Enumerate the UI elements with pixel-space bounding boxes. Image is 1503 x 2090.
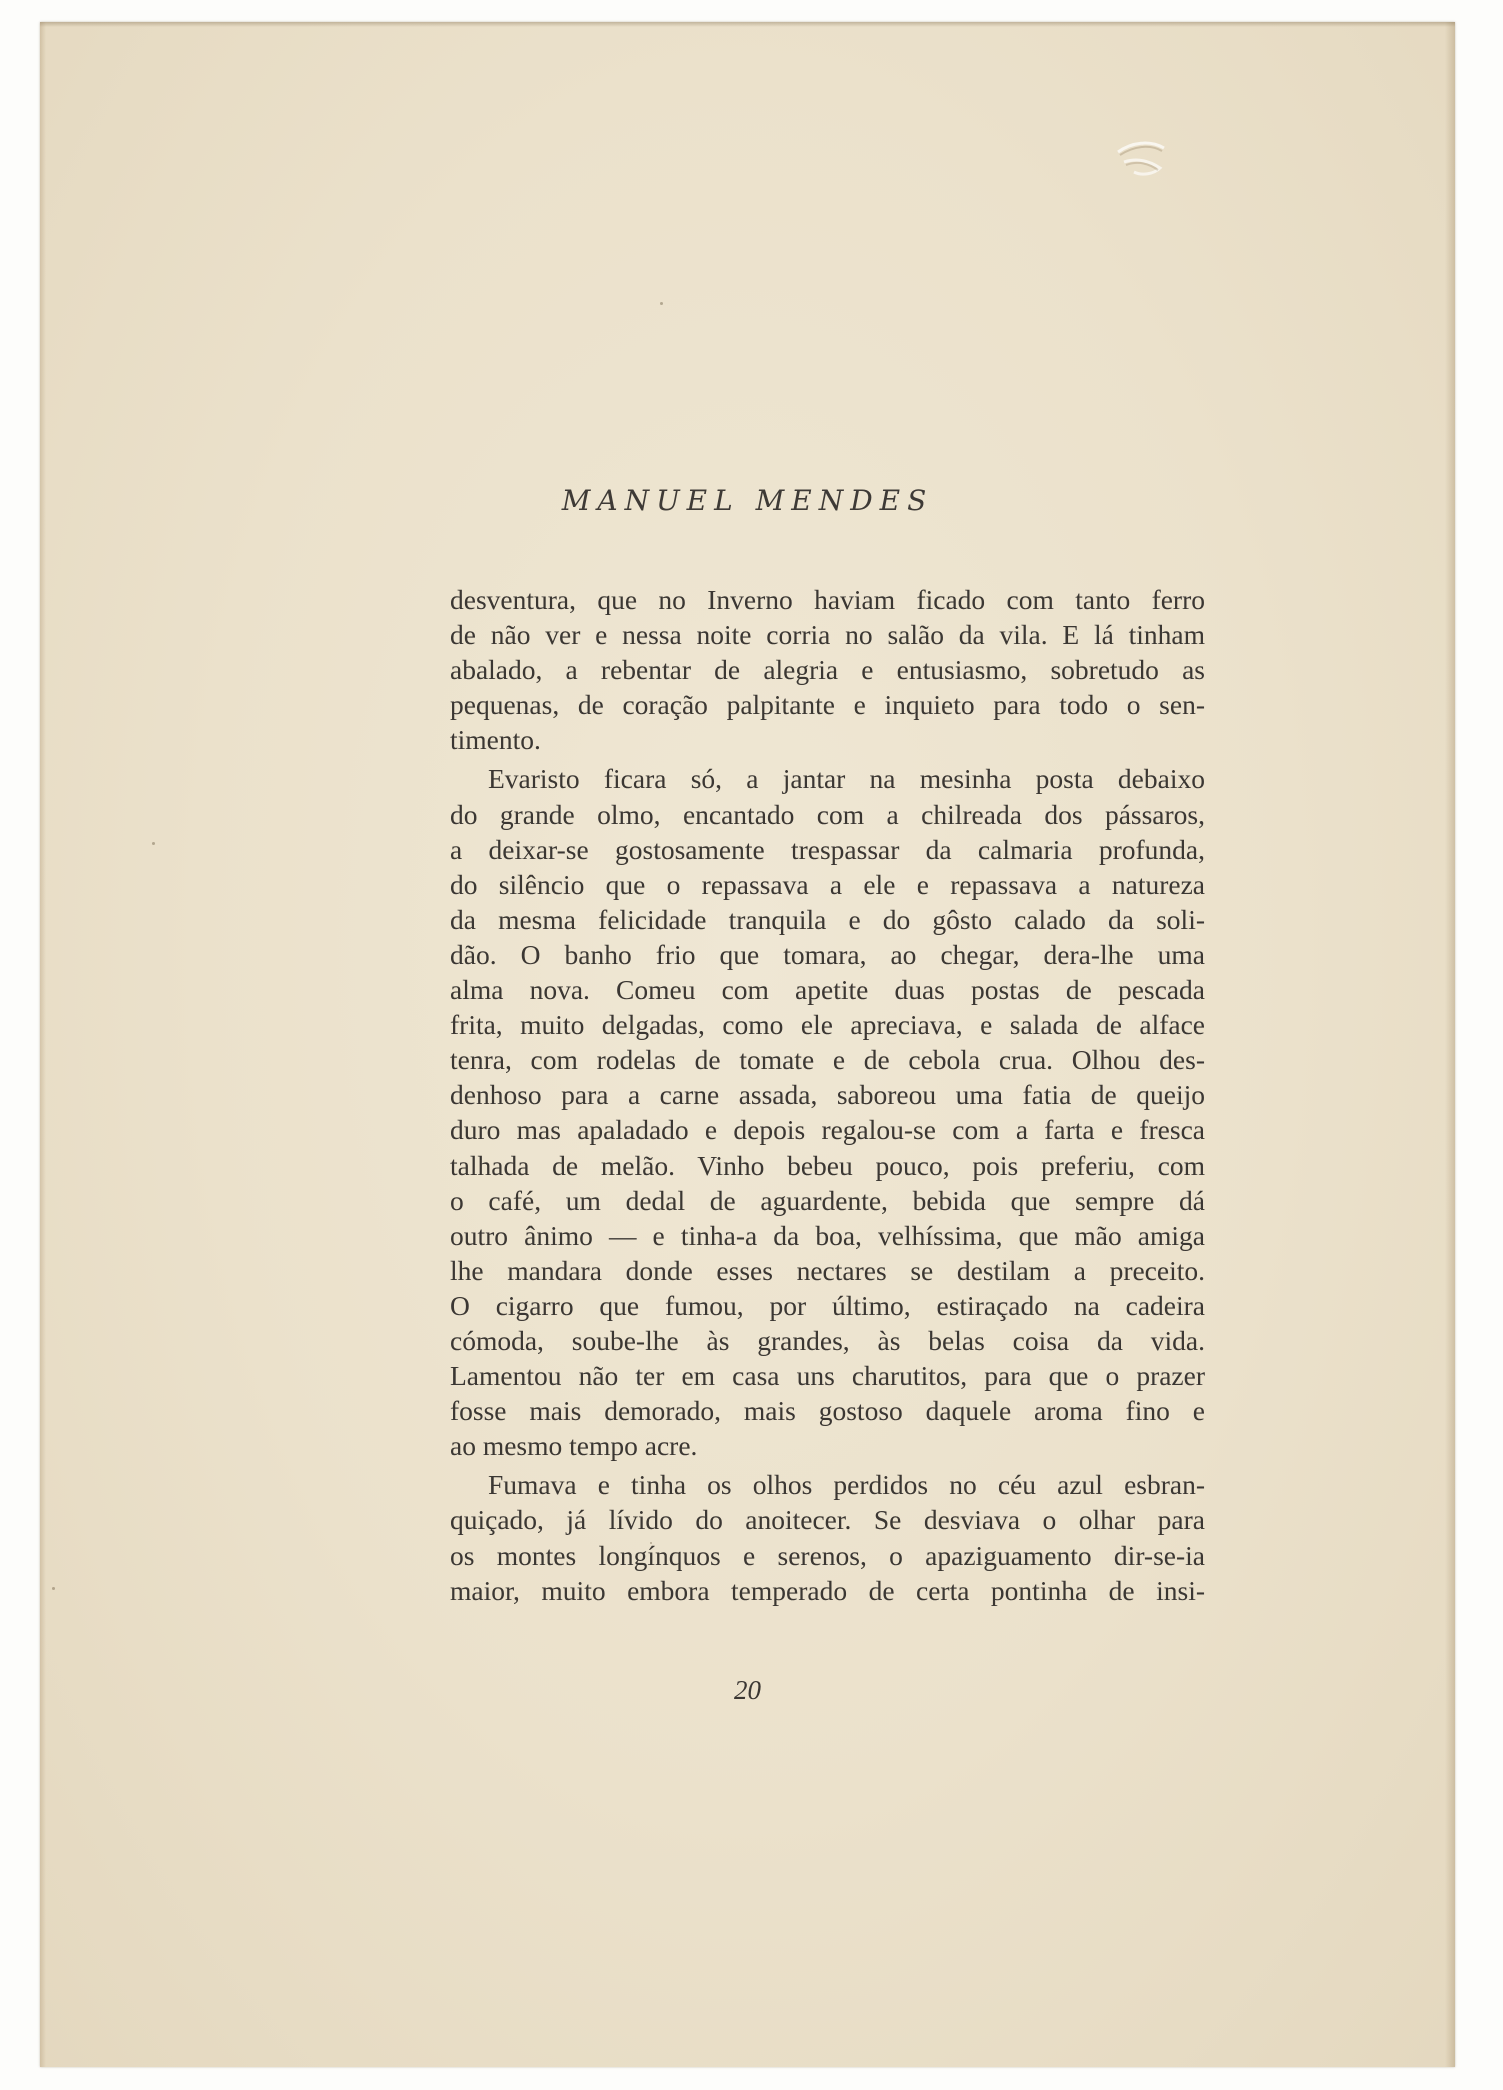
text-line: fosse mais demorado, mais gostoso daquele aroma fino e [450,1395,1205,1427]
running-head: MANUEL MENDES [561,484,934,517]
text-line: talhada de melão. Vinho bebeu pouco, pois preferiu, com [450,1149,1205,1181]
text-line: do grande olmo, encantado com a chilreada dos pássaros, [450,798,1205,830]
paper-speck [660,302,663,305]
text-line: Lamentou não ter em casa uns charutitos, para que o prazer [450,1360,1205,1392]
paper-sheet [40,22,1455,2067]
text-line: denhoso para a carne assada, saboreou uma fatia de queijo [450,1079,1205,1111]
text-line: alma nova. Comeu com apetite duas postas de pescada [450,974,1205,1006]
paper-edge-right [1445,22,1455,2067]
text-line: da mesma felicidade tranquila e do gôsto calado da soli- [450,903,1205,935]
text-line: cómoda, soube-lhe às grandes, às belas coisa da vida. [450,1324,1205,1356]
text-line: Fumava e tinha os olhos perdidos no céu azul esbran- [488,1469,1205,1501]
paper-speck [152,842,155,845]
text-line: O cigarro que fumou, por último, estiraçado na cadeira [450,1289,1205,1321]
page-number: 20 [734,1675,761,1705]
text-line: desventura, que no Inverno haviam ficado com tanto ferro [450,584,1205,615]
text-line: tenra, com rodelas de tomate e de cebola crua. Olhou des- [450,1044,1205,1076]
paper-edge-top [40,22,1455,27]
text-line: outro ânimo — e tinha-a da boa, velhíssima, que mão amiga [450,1219,1205,1251]
text-line: Evaristo ficara só, a jantar na mesinha posta debaixo [488,763,1205,795]
paper-edge-left [40,22,46,2067]
paper-speck [52,1587,55,1590]
text-line: dão. O banho frio que tomara, ao chegar, dera-lhe uma [450,938,1205,970]
text-line: timento. [450,724,541,756]
text-line: abalado, a rebentar de alegria e entusiasmo, sobretudo as [450,654,1205,686]
text-line: pequenas, de coração palpitante e inquieto para todo o sen- [450,689,1205,721]
text-line: ao mesmo tempo acre. [450,1430,698,1462]
text-line: frita, muito delgadas, como ele apreciava, e salada de alface [450,1009,1205,1041]
text-line: o café, um dedal de aguardente, bebida que sempre dá [450,1184,1205,1216]
text-line: os montes longínquos e serenos, o apaziguamento dir-se-ia [450,1539,1205,1571]
body-text [450,582,1205,1608]
text-line: lhe mandara donde esses nectares se destilam a preceito. [450,1254,1205,1286]
text-line: maior, muito embora temperado de certa pontinha de insi- [450,1574,1205,1606]
embossed-mark-icon [1102,122,1182,202]
text-line: quiçado, já lívido do anoitecer. Se desviava o olhar para [450,1504,1205,1536]
text-line: duro mas apaladado e depois regalou-se com a farta e fresca [450,1114,1205,1146]
text-line: a deixar-se gostosamente trespassar da calmaria profunda, [450,833,1205,865]
text-line: do silêncio que o repassava a ele e repassava a natureza [450,868,1205,900]
text-line: de não ver e nessa noite corria no salão da vila. E lá tinham [450,619,1205,651]
